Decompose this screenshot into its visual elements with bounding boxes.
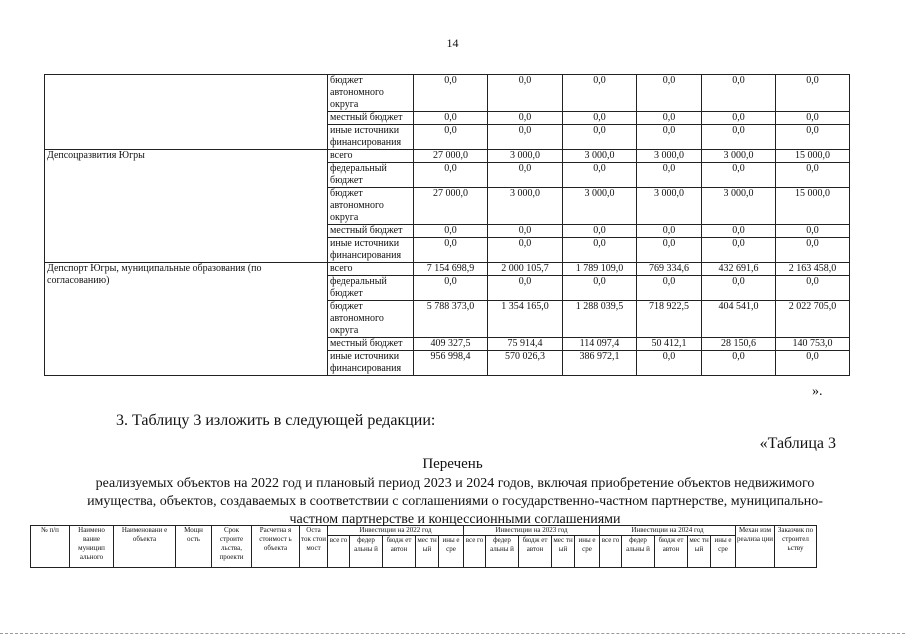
value-cell: 0,0 bbox=[414, 276, 488, 301]
value-cell: 28 150,6 bbox=[702, 338, 776, 351]
objects-table-header bbox=[30, 525, 817, 568]
value-cell: 0,0 bbox=[776, 276, 850, 301]
value-cell: 0,0 bbox=[488, 125, 563, 150]
value-cell: 3 000,0 bbox=[637, 150, 702, 163]
value-cell: 1 354 165,0 bbox=[488, 301, 563, 338]
table-row bbox=[45, 263, 850, 276]
value-cell: 0,0 bbox=[414, 238, 488, 263]
year-subheader: бюдж ет автон bbox=[383, 536, 416, 568]
table-row bbox=[45, 150, 850, 163]
value-cell: 0,0 bbox=[488, 238, 563, 263]
value-cell: 956 998,4 bbox=[414, 351, 488, 376]
year-subheader: бюдж ет автон bbox=[655, 536, 688, 568]
source-cell: бюджет автономного округа bbox=[328, 75, 414, 112]
year-group-header: Инвестиции на 2022 год bbox=[328, 526, 464, 536]
year-subheader: мес тн ый bbox=[416, 536, 439, 568]
value-cell: 0,0 bbox=[776, 351, 850, 376]
year-subheader: мес тн ый bbox=[552, 536, 575, 568]
year-group-header: Инвестиции на 2024 год bbox=[600, 526, 736, 536]
table-row bbox=[45, 75, 850, 112]
value-cell: 2 000 105,7 bbox=[488, 263, 563, 276]
value-cell: 0,0 bbox=[414, 75, 488, 112]
header-cell: Механ изм реализа ции bbox=[736, 526, 775, 568]
value-cell: 0,0 bbox=[637, 351, 702, 376]
source-cell: местный бюджет bbox=[328, 225, 414, 238]
source-cell: бюджет автономного округа bbox=[328, 188, 414, 225]
value-cell: 0,0 bbox=[776, 238, 850, 263]
value-cell: 0,0 bbox=[702, 75, 776, 112]
value-cell: 27 000,0 bbox=[414, 150, 488, 163]
header-cell: Срок строите льства, проекти bbox=[212, 526, 252, 568]
source-cell: иные источники финансирования bbox=[328, 125, 414, 150]
financing-table bbox=[44, 74, 850, 376]
table-title: Перечень bbox=[422, 456, 483, 472]
value-cell: 0,0 bbox=[563, 225, 637, 238]
value-cell: 140 753,0 bbox=[776, 338, 850, 351]
value-cell: 0,0 bbox=[563, 75, 637, 112]
value-cell: 15 000,0 bbox=[776, 188, 850, 225]
value-cell: 3 000,0 bbox=[488, 150, 563, 163]
value-cell: 409 327,5 bbox=[414, 338, 488, 351]
value-cell: 0,0 bbox=[702, 238, 776, 263]
year-subheader: федер альны й bbox=[350, 536, 383, 568]
value-cell: 0,0 bbox=[488, 225, 563, 238]
value-cell: 75 914,4 bbox=[488, 338, 563, 351]
source-cell: всего bbox=[328, 150, 414, 163]
value-cell: 7 154 698,9 bbox=[414, 263, 488, 276]
value-cell: 0,0 bbox=[488, 163, 563, 188]
year-subheader: все го bbox=[464, 536, 486, 568]
value-cell: 0,0 bbox=[488, 75, 563, 112]
value-cell: 0,0 bbox=[637, 125, 702, 150]
value-cell: 0,0 bbox=[414, 125, 488, 150]
value-cell: 0,0 bbox=[702, 276, 776, 301]
value-cell: 0,0 bbox=[637, 112, 702, 125]
value-cell: 0,0 bbox=[637, 163, 702, 188]
value-cell: 0,0 bbox=[776, 163, 850, 188]
source-cell: бюджет автономного округа bbox=[328, 301, 414, 338]
org-cell: Депспорт Югры, муниципальные образования (по согласованию) bbox=[45, 263, 328, 376]
value-cell: 0,0 bbox=[776, 225, 850, 238]
source-cell: федеральный бюджет bbox=[328, 163, 414, 188]
value-cell: 0,0 bbox=[563, 125, 637, 150]
source-cell: иные источники финансирования bbox=[328, 238, 414, 263]
year-subheader: федер альны й bbox=[486, 536, 519, 568]
value-cell: 0,0 bbox=[637, 238, 702, 263]
source-cell: иные источники финансирования bbox=[328, 351, 414, 376]
year-subheader: все го bbox=[600, 536, 622, 568]
header-row bbox=[31, 526, 817, 536]
scan-edge-line bbox=[0, 633, 905, 635]
value-cell: 0,0 bbox=[414, 225, 488, 238]
value-cell: 0,0 bbox=[776, 75, 850, 112]
value-cell: 0,0 bbox=[414, 112, 488, 125]
value-cell: 769 334,6 bbox=[637, 263, 702, 276]
table-subtitle: реализуемых объектов на 2022 год и плановый период 2023 и 2024 годов, включая приобретение объектов недвижимого имущества, объектов, создаваемых в соответствии с соглашениями о государственно-частном партнерстве, муниципально-частном партнерстве и концессионными соглашениями bbox=[87, 476, 823, 527]
header-cell: Заказчик по строител ьству bbox=[775, 526, 817, 568]
source-cell: федеральный бюджет bbox=[328, 276, 414, 301]
section-instruction: 3. Таблицу 3 изложить в следующей редакции: bbox=[116, 412, 436, 429]
year-subheader: мес тн ый bbox=[688, 536, 711, 568]
year-subheader: ины е сре bbox=[575, 536, 600, 568]
value-cell: 5 788 373,0 bbox=[414, 301, 488, 338]
year-subheader: федер альны й bbox=[622, 536, 655, 568]
value-cell: 0,0 bbox=[776, 112, 850, 125]
year-subheader: бюдж ет автон bbox=[519, 536, 552, 568]
value-cell: 0,0 bbox=[563, 112, 637, 125]
source-cell: местный бюджет bbox=[328, 338, 414, 351]
value-cell: 0,0 bbox=[563, 238, 637, 263]
value-cell: 3 000,0 bbox=[702, 150, 776, 163]
value-cell: 0,0 bbox=[776, 125, 850, 150]
value-cell: 3 000,0 bbox=[488, 188, 563, 225]
header-cell: Мощн ость bbox=[176, 526, 212, 568]
value-cell: 0,0 bbox=[702, 163, 776, 188]
header-cell: Наимено вание муницип ального bbox=[70, 526, 114, 568]
page-number: 14 bbox=[446, 36, 459, 50]
value-cell: 27 000,0 bbox=[414, 188, 488, 225]
header-cell: Наименовани е объекта bbox=[114, 526, 176, 568]
value-cell: 50 412,1 bbox=[637, 338, 702, 351]
table-label: «Таблица 3 bbox=[759, 435, 836, 452]
value-cell: 0,0 bbox=[488, 276, 563, 301]
value-cell: 114 097,4 bbox=[563, 338, 637, 351]
org-cell: Депсоцразвития Югры bbox=[45, 150, 328, 263]
value-cell: 0,0 bbox=[702, 125, 776, 150]
value-cell: 0,0 bbox=[563, 276, 637, 301]
year-group-header: Инвестиции на 2023 год bbox=[464, 526, 600, 536]
value-cell: 404 541,0 bbox=[702, 301, 776, 338]
source-cell: местный бюджет bbox=[328, 112, 414, 125]
value-cell: 0,0 bbox=[702, 351, 776, 376]
value-cell: 1 789 109,0 bbox=[563, 263, 637, 276]
value-cell: 386 972,1 bbox=[563, 351, 637, 376]
year-subheader: ины е сре bbox=[711, 536, 736, 568]
value-cell: 0,0 bbox=[563, 163, 637, 188]
year-subheader: все го bbox=[328, 536, 350, 568]
header-cell: № п/п bbox=[31, 526, 70, 568]
value-cell: 3 000,0 bbox=[637, 188, 702, 225]
value-cell: 15 000,0 bbox=[776, 150, 850, 163]
header-cell: Оста ток стои мост bbox=[300, 526, 328, 568]
value-cell: 3 000,0 bbox=[702, 188, 776, 225]
value-cell: 2 022 705,0 bbox=[776, 301, 850, 338]
value-cell: 0,0 bbox=[637, 225, 702, 238]
value-cell: 0,0 bbox=[414, 163, 488, 188]
value-cell: 718 922,5 bbox=[637, 301, 702, 338]
quote-end: ». bbox=[812, 384, 823, 399]
header-cell: Расчетна я стоимост ь объекта bbox=[252, 526, 300, 568]
value-cell: 1 288 039,5 bbox=[563, 301, 637, 338]
value-cell: 0,0 bbox=[637, 75, 702, 112]
value-cell: 0,0 bbox=[488, 112, 563, 125]
value-cell: 570 026,3 bbox=[488, 351, 563, 376]
source-cell: всего bbox=[328, 263, 414, 276]
value-cell: 2 163 458,0 bbox=[776, 263, 850, 276]
value-cell: 432 691,6 bbox=[702, 263, 776, 276]
value-cell: 3 000,0 bbox=[563, 150, 637, 163]
value-cell: 0,0 bbox=[702, 112, 776, 125]
year-subheader: ины е сре bbox=[439, 536, 464, 568]
value-cell: 0,0 bbox=[637, 276, 702, 301]
org-cell bbox=[45, 75, 328, 150]
value-cell: 0,0 bbox=[702, 225, 776, 238]
value-cell: 3 000,0 bbox=[563, 188, 637, 225]
